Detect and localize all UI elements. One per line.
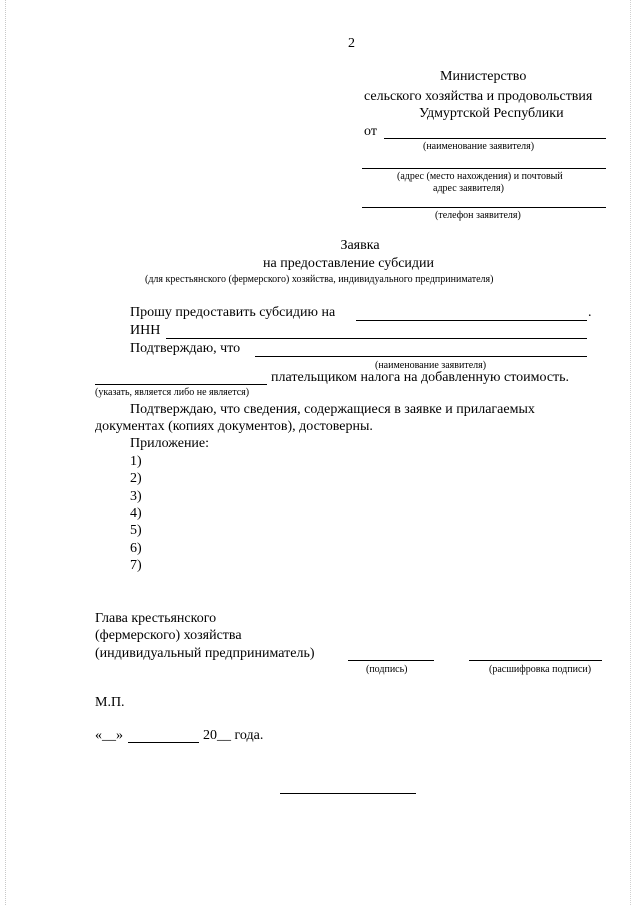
attachment-item: 5) [130,523,142,538]
addressee-line2: сельского хозяйства и продовольствия [364,89,593,104]
signature-decoding-line[interactable] [469,660,602,661]
vat-caption: (указать, является либо не является) [95,387,250,398]
signature-caption: (подпись) [366,664,408,675]
head-line1: Глава крестьянского [95,611,217,626]
date-month-line[interactable] [128,742,199,743]
from-label: от [364,124,377,139]
inn-label: ИНН [130,323,161,338]
request-label: Прошу предоставить субсидию на [130,305,336,320]
address-line[interactable] [362,168,606,169]
attachments-label: Приложение: [130,436,210,451]
request-end: . [588,305,592,320]
vat-status-line[interactable] [95,384,267,385]
attachment-item: 4) [130,506,142,521]
title-line2: на предоставление субсидии [263,256,435,271]
decoding-caption: (расшифровка подписи) [489,664,592,675]
subsidy-purpose-line[interactable] [356,320,587,321]
stamp-label: М.П. [95,695,125,710]
inn-line[interactable] [166,338,587,339]
address-caption-1: (адрес (место нахождения) и почтовый [397,171,563,182]
attachment-item: 1) [130,454,142,469]
page-left-edge [5,0,7,905]
confirm-label: Подтверждаю, что [130,341,241,356]
phone-line[interactable] [362,207,606,208]
signature-line[interactable] [348,660,434,661]
end-divider [280,793,416,794]
confirm-docs-line2: документах (копиях документов), достоверны. [95,419,373,434]
confirm-docs-line1: Подтверждаю, что сведения, содержащиеся в заявке и прилагаемых [130,402,535,417]
attachment-item: 3) [130,489,142,504]
addressee-line3: Удмуртской Республики [419,106,564,121]
date-year: 20__ года. [203,728,264,743]
phone-caption: (телефон заявителя) [435,210,521,221]
page-right-edge [630,0,632,905]
applicant-name-caption: (наименование заявителя) [423,141,535,152]
page-number: 2 [348,36,355,51]
confirm-name-line[interactable] [255,356,587,357]
applicant-name-line[interactable] [384,138,606,139]
title-line3: (для крестьянского (фермерского) хозяйства, индивидуального предпринимателя) [145,274,494,285]
address-caption-2: адрес заявителя) [433,183,504,194]
title-line1: Заявка [340,238,380,253]
head-line2: (фермерского) хозяйства [95,628,242,643]
head-line3: (индивидуальный предприниматель) [95,646,315,661]
attachment-item: 7) [130,558,142,573]
attachment-item: 2) [130,471,142,486]
date-day: «__» [95,728,123,743]
vat-text: плательщиком налога на добавленную стоимость. [271,370,570,385]
addressee-line1: Министерство [440,69,527,84]
attachment-item: 6) [130,541,142,556]
confirm-caption: (наименование заявителя) [375,360,487,371]
